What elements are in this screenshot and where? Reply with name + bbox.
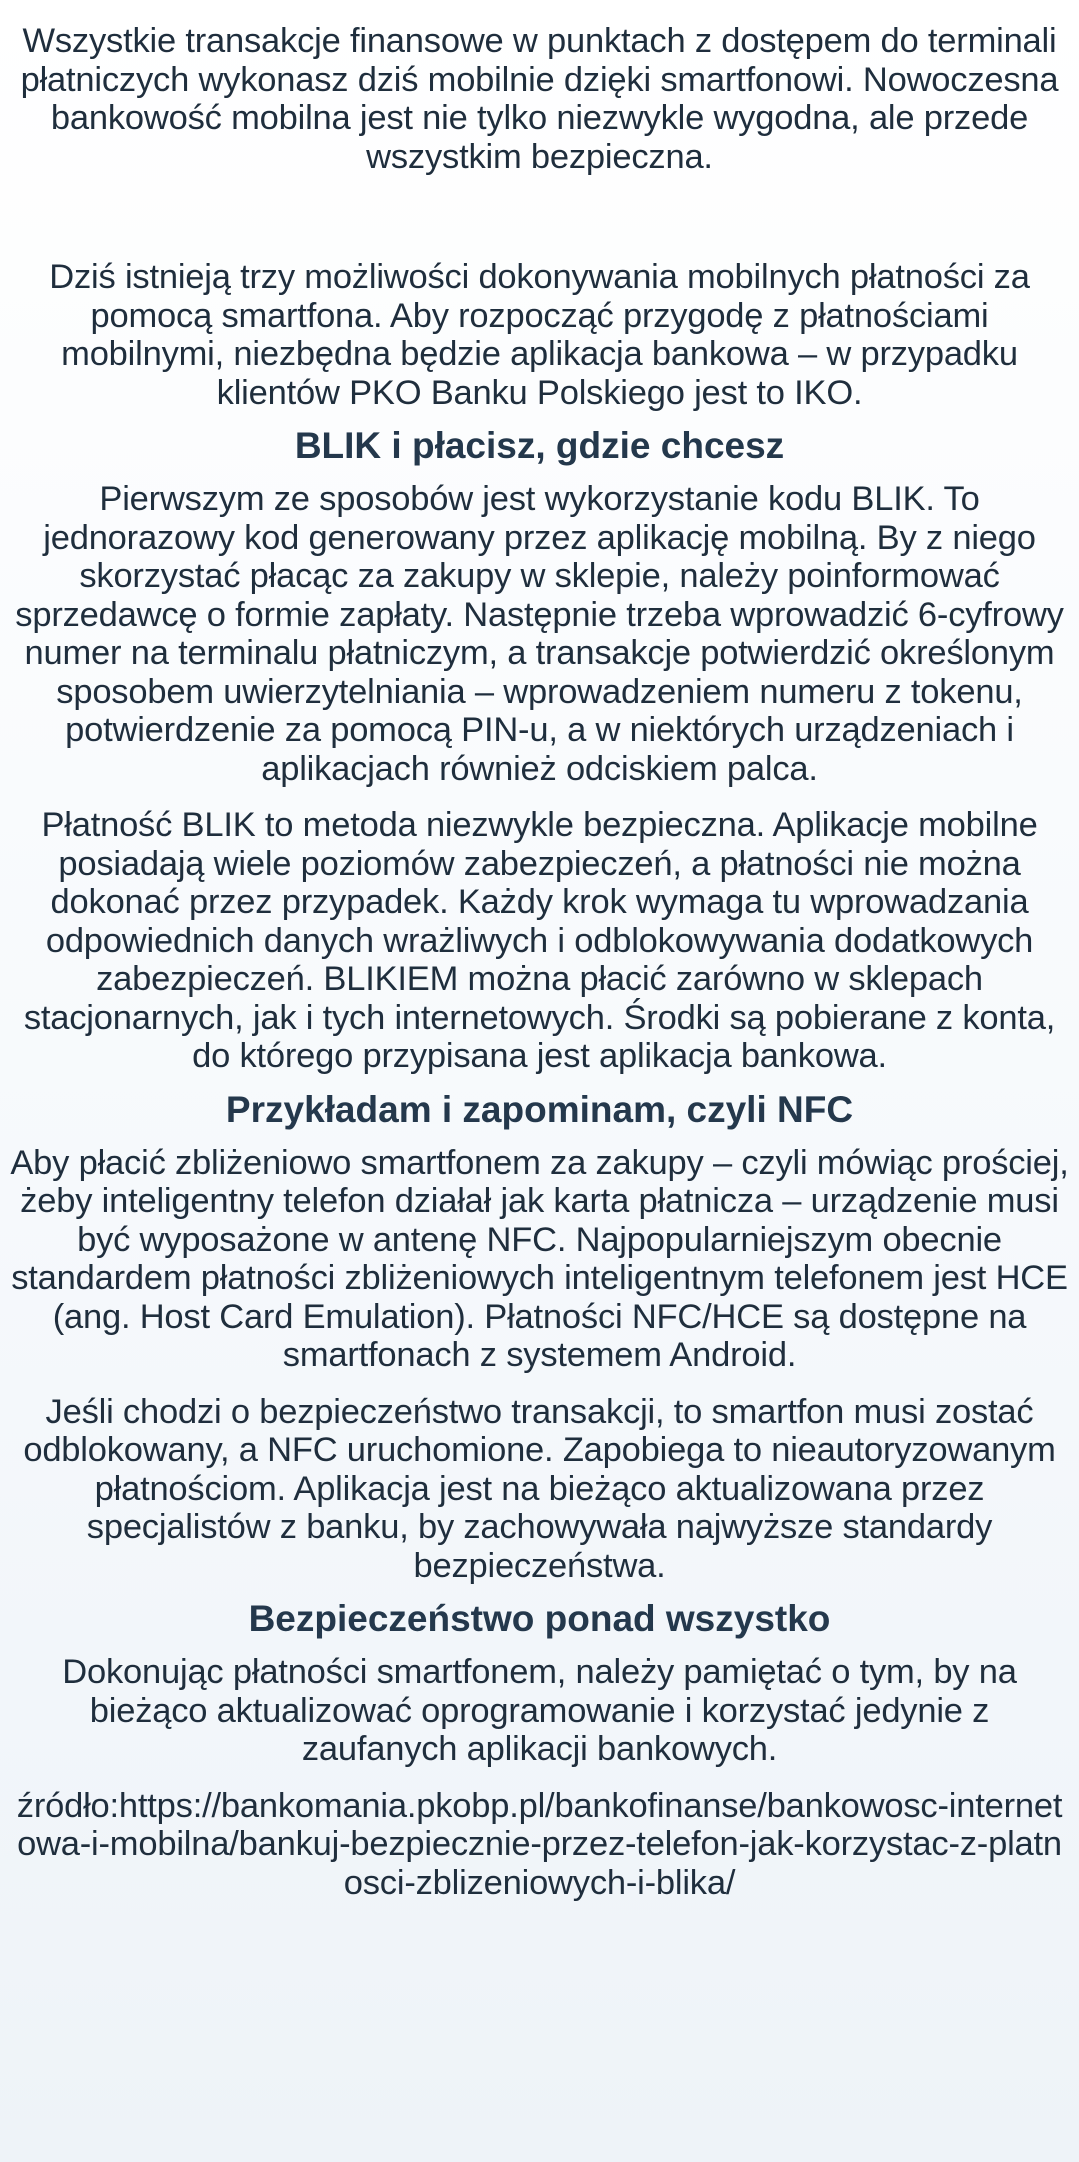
security-paragraph: Dokonując płatności smartfonem, należy pamiętać o tym, by na bieżąco aktualizować oprogramowanie i korzystać jedynie z zaufanych aplikacji bankowych.: [62, 1653, 1017, 1768]
spacer: [10, 788, 1069, 806]
spacer: [10, 412, 1069, 424]
blik-paragraph-2: Płatność BLIK to metoda niezwykle bezpieczna. Aplikacje mobilne posiadają wiele poziomów zabezpieczeń, a płatności nie można dokonać przez przypadek. Każdy krok wymaga tu wprowadzania odpowiednich danych wrażliwych i odblokowywania dodatkowych zabezpieczeń. BLIKIEM można płacić zarówno w sklepach stacjonarnych, jak i tych internetowych. Środki są pobierane z konta, do którego przypisana jest aplikacja bankowa.: [23, 806, 1056, 1075]
blik-paragraph-1: Pierwszym ze sposobów jest wykorzystanie kodu BLIK. To jednorazowy kod generowany przez aplikację mobilną. By z niego skorzystać płacąc za zakupy w sklepie, należy poinformować sprzedawcę o formie zapłaty. Następnie trzeba wprowadzić 6-cyfrowy numer na terminalu płatniczym, a transakcje potwierdzić określonym sposobem uwierzytelniania – wprowadzeniem numeru z tokenu, potwierdzenie za pomocą PIN-u, a w niektórych urządzeniach i aplikacjach również odciskiem palca.: [15, 480, 1064, 788]
section-heading-blik: BLIK i płacisz, gdzie chcesz: [294, 425, 785, 466]
spacer: [10, 1585, 1069, 1597]
payment-options-paragraph: Dziś istnieją trzy możliwości dokonywania mobilnych płatności za pomocą smartfona. Aby rozpocząć przygodę z płatnościami mobilnymi, niezbędna będzie aplikacja bankowa – w przypadku klientów PKO Banku Polskiego jest to IKO.: [49, 258, 1030, 412]
spacer: [10, 1076, 1069, 1088]
section-heading-nfc: Przykładam i zapominam, czyli NFC: [225, 1088, 854, 1130]
intro-paragraph: Wszystkie transakcje finansowe w punktach z dostępem do terminali płatniczych wykonasz dziś mobilnie dzięki smartfonowi. Nowoczesna bankowość mobilna jest nie tylko niezwykle wygodna, ale przede wszystkim bezpieczna.: [20, 22, 1059, 176]
spacer: [10, 1375, 1069, 1393]
nfc-paragraph-1: Aby płacić zbliżeniowo smartfonem za zakupy – czyli mówiąc prościej, żeby inteligentny telefon działał jak karta płatnicza – urządzenie musi być wyposażone w antenę NFC. Najpopularniejszym obecnie standardem płatności zbliżeniowych inteligentnym telefonem jest HCE (ang. Host Card Emulation). Płatności NFC/HCE są dostępne na smartfonach z systemem Android.: [10, 1143, 1069, 1374]
spacer: [10, 1769, 1069, 1787]
spacer: [10, 1641, 1069, 1653]
spacer: [10, 176, 1069, 258]
spacer: [10, 1132, 1069, 1144]
section-heading-security: Bezpieczeństwo ponad wszystko: [248, 1598, 831, 1639]
spacer: [10, 468, 1069, 480]
source-link[interactable]: źródło:https://bankomania.pkobp.pl/bankofinanse/bankowosc-internetowa-i-mobilna/bankuj-bezpiecznie-przez-telefon-jak-korzystac-z-platnosci-zblizeniowych-i-blika/: [16, 1786, 1063, 1902]
nfc-paragraph-2: Jeśli chodzi o bezpieczeństwo transakcji, to smartfon musi zostać odblokowany, a NFC uruchomione. Zapobiega to nieautoryzowanym płatnościom. Aplikacja jest na bieżąco aktualizowana przez specjalistów z banku, by zachowywała najwyższe standardy bezpieczeństwa.: [23, 1392, 1056, 1585]
